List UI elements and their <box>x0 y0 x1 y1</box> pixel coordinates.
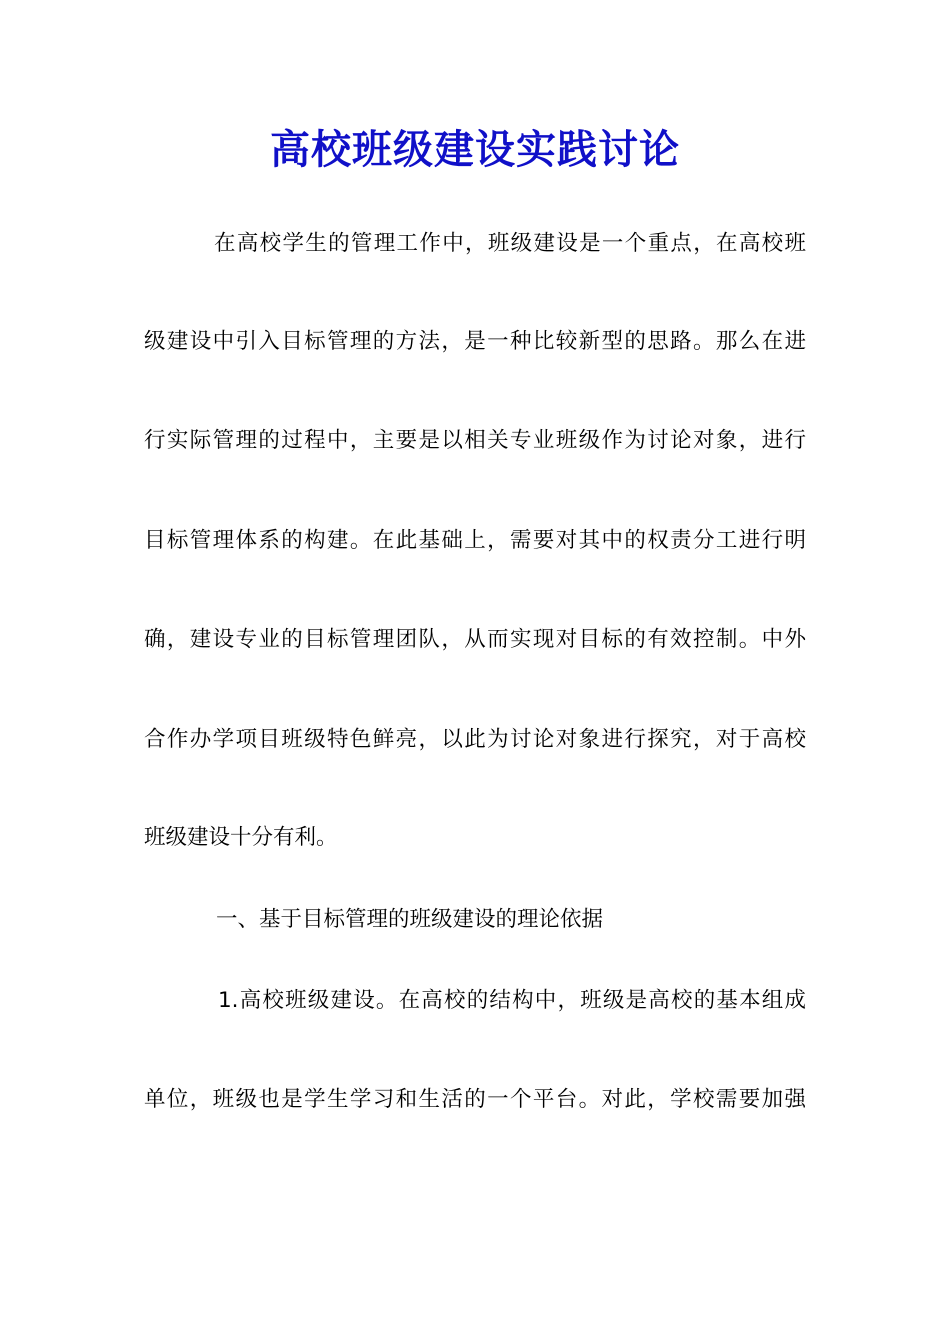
paragraph-line: 合作办学项目班级特色鲜亮，以此为讨论对象进行探究，对于高校 <box>144 727 806 752</box>
document-title: 高校班级建设实践讨论 <box>270 126 680 173</box>
paragraph-line: 班级建设十分有利。 <box>144 825 338 850</box>
section-heading: 一、基于目标管理的班级建设的理论依据 <box>216 907 604 932</box>
paragraph-line: 行实际管理的过程中，主要是以相关专业班级作为讨论对象，进行 <box>144 428 806 453</box>
paragraph-line: 确，建设专业的目标管理团队，从而实现对目标的有效控制。中外 <box>144 627 806 652</box>
paragraph-line: 单位，班级也是学生学习和生活的一个平台。对此，学校需要加强 <box>144 1087 806 1112</box>
paragraph-line: 1.高校班级建设。在高校的结构中，班级是高校的基本组成 <box>218 988 806 1013</box>
paragraph-line: 目标管理体系的构建。在此基础上，需要对其中的权责分工进行明 <box>144 528 806 553</box>
paragraph-line: 级建设中引入目标管理的方法，是一种比较新型的思路。那么在进 <box>144 329 806 354</box>
paragraph-line: 在高校学生的管理工作中，班级建设是一个重点，在高校班 <box>214 231 806 256</box>
